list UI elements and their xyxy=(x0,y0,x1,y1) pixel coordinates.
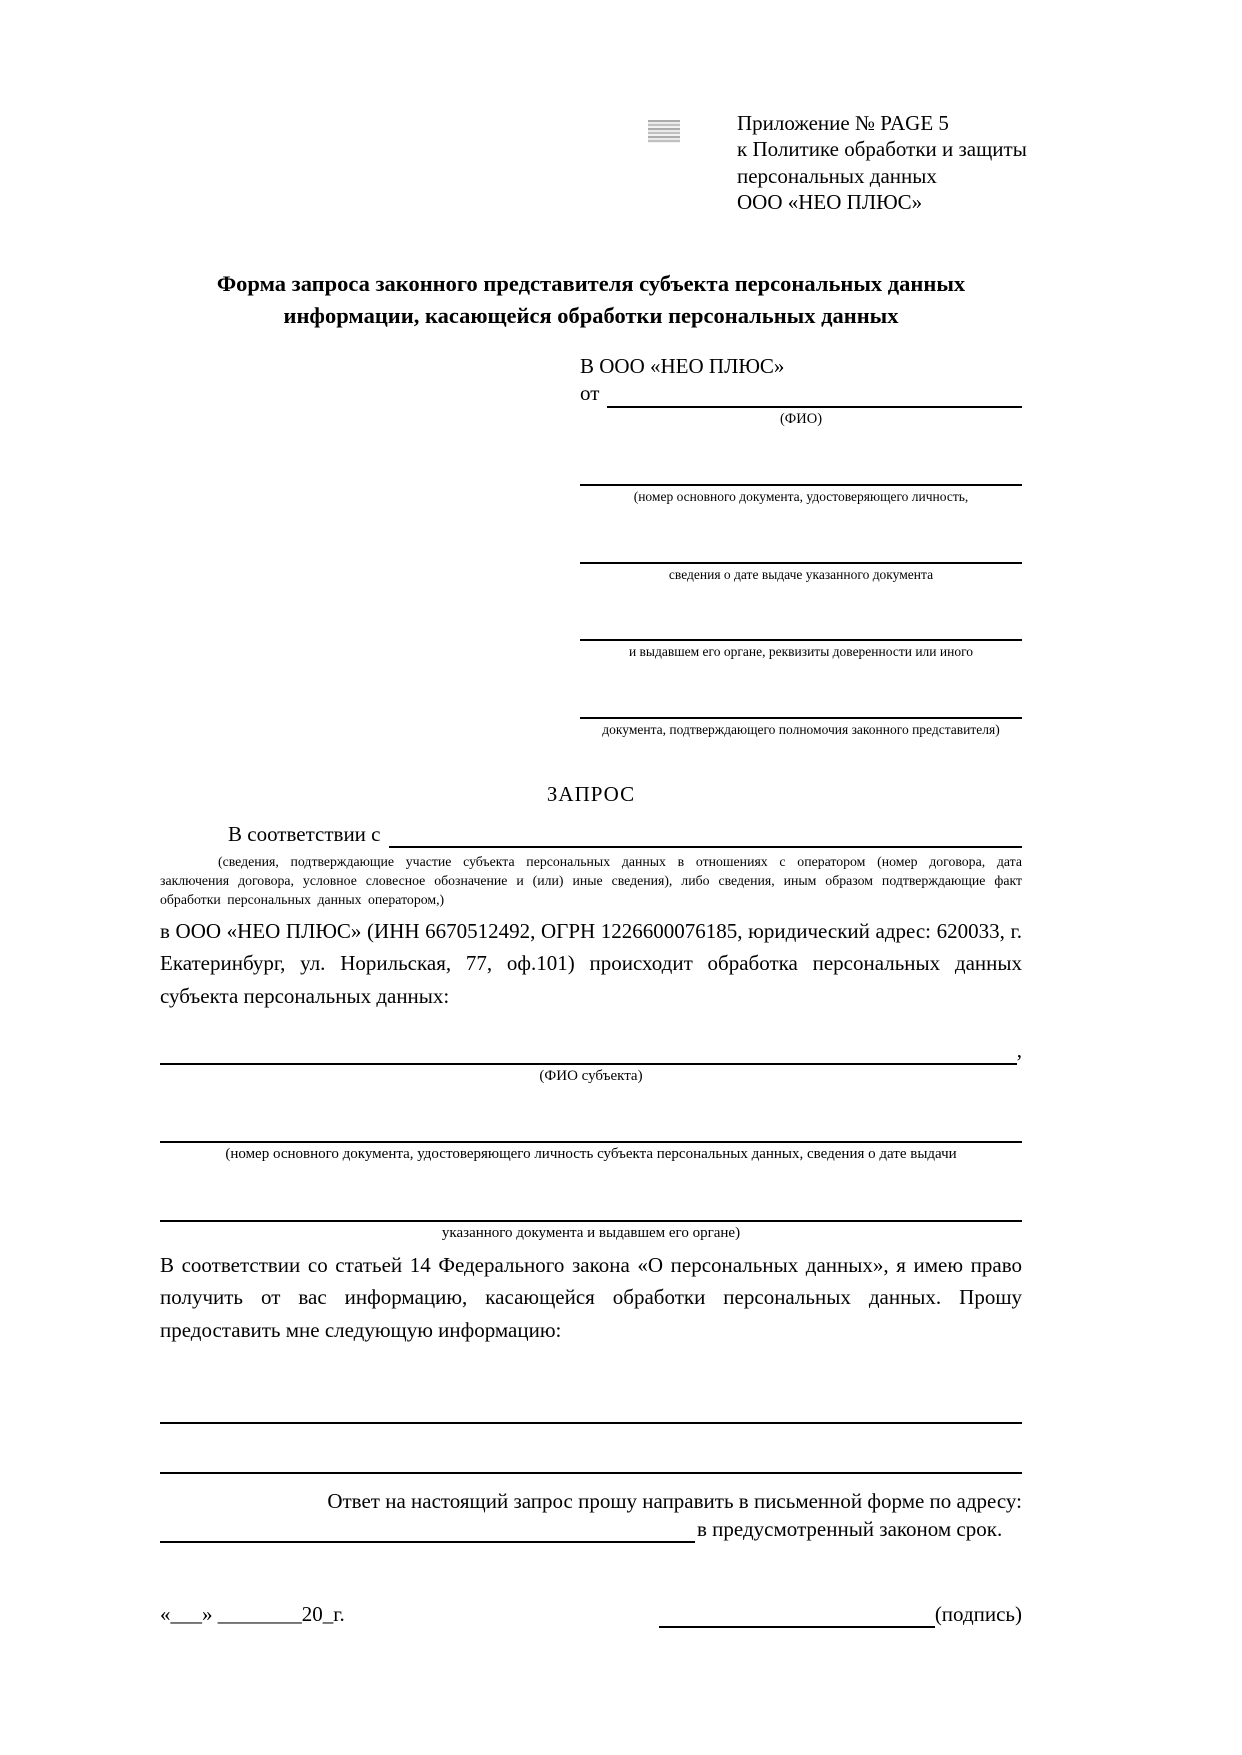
law-paragraph: В соответствии со статьей 14 Федерального закона «О персональных данных», я имею право получить от вас информацию, касающейся обработки персональных данных. Прошу предоставить мне следующую информацию: xyxy=(160,1252,1022,1342)
accordance-small-print: (сведения, подтверждающие участие субъекта персональных данных в отношениях с оператором (номер договора, дата заключения договора, условное словесное обозначение и (или) иные сведения), либо сведения, иным образом подтверждающие факт обработки персональных данных оператором,) xyxy=(160,853,1022,907)
addressee-block xyxy=(580,353,1022,739)
accordance-label: В соответствии с xyxy=(228,821,381,846)
subject-fio-field-row xyxy=(160,1035,1022,1065)
answer-address-field-line[interactable] xyxy=(160,1517,695,1543)
date-line: «___» ________20_г. xyxy=(160,1602,345,1627)
request-heading: ЗАПРОС xyxy=(546,782,636,807)
representative-doc-caption-1: (номер основного документа, удостоверяющего личность, xyxy=(633,488,969,504)
appendix-header-line1: Приложение № PAGE 5 xyxy=(737,111,949,135)
from-fio-field-line[interactable] xyxy=(607,382,1022,408)
operator-paragraph: в ООО «НЕО ПЛЮС» (ИНН 6670512492, ОГРН 1226600076185, юридический адрес: 620033, г. Екатеринбург, ул. Норильская, 77, оф.101) происходит обработка персональных данных субъекта персональных данных: xyxy=(160,918,1022,1008)
representative-doc-caption-4: документа, подтверждающего полномочия законного представителя) xyxy=(602,722,1000,738)
representative-doc-field-line-1[interactable] xyxy=(580,454,1022,486)
accordance-field-line[interactable] xyxy=(389,822,1023,848)
footer-row xyxy=(160,1601,1022,1628)
subject-doc-field-line-1[interactable] xyxy=(160,1111,1022,1143)
subject-doc-caption-top: (номер основного документа, удостоверяющего личность субъекта персональных данных, сведения о дате выдачи xyxy=(225,1146,957,1163)
from-label: от xyxy=(580,381,600,406)
appendix-header-line3: персональных данных xyxy=(737,163,937,188)
subject-fio-field-line[interactable] xyxy=(160,1035,1017,1065)
subject-doc-field-line-2[interactable] xyxy=(160,1190,1022,1222)
requested-info-blank-line-1[interactable] xyxy=(160,1392,1022,1424)
form-title: Форма запроса законного представителя субъекта персональных данных информации, касающейся обработки персональных данных xyxy=(216,271,966,328)
appendix-header-line2: к Политике обработки и защиты xyxy=(737,137,1027,162)
subject-fio-comma: , xyxy=(1016,1038,1022,1063)
representative-doc-caption-3: и выдавшем его органе, реквизиты доверенности или иного xyxy=(628,644,974,660)
accordance-field-row xyxy=(228,821,1022,848)
representative-doc-field-line-2[interactable] xyxy=(580,532,1022,564)
answer-suffix: в предусмотренный законом срок. xyxy=(697,1516,1003,1541)
subject-doc-caption-bottom: указанного документа и выдавшем его органе) xyxy=(441,1225,741,1242)
representative-doc-caption-2: сведения о дате выдаче указанного документа xyxy=(668,566,934,582)
representative-doc-field-line-3[interactable] xyxy=(580,609,1022,641)
from-field-row xyxy=(580,380,1022,407)
answer-address-line: Ответ на настоящий запрос прошу направить в письменной форме по адресу: xyxy=(327,1489,1022,1514)
signature-caption: (подпись) xyxy=(934,1602,1022,1627)
signature-field-line[interactable] xyxy=(659,1602,935,1628)
addressee-to-line: В ООО «НЕО ПЛЮС» xyxy=(580,354,785,378)
representative-doc-field-line-4[interactable] xyxy=(580,687,1022,719)
answer-address-field-row xyxy=(160,1516,1022,1543)
appendix-header-line4: ООО «НЕО ПЛЮС» xyxy=(737,189,923,214)
subject-fio-caption: (ФИО субъекта) xyxy=(539,1067,643,1084)
signature-block xyxy=(659,1601,1022,1628)
fio-caption: (ФИО) xyxy=(779,410,823,427)
requested-info-blank-line-2[interactable] xyxy=(160,1442,1022,1474)
document-body xyxy=(160,0,1022,1628)
